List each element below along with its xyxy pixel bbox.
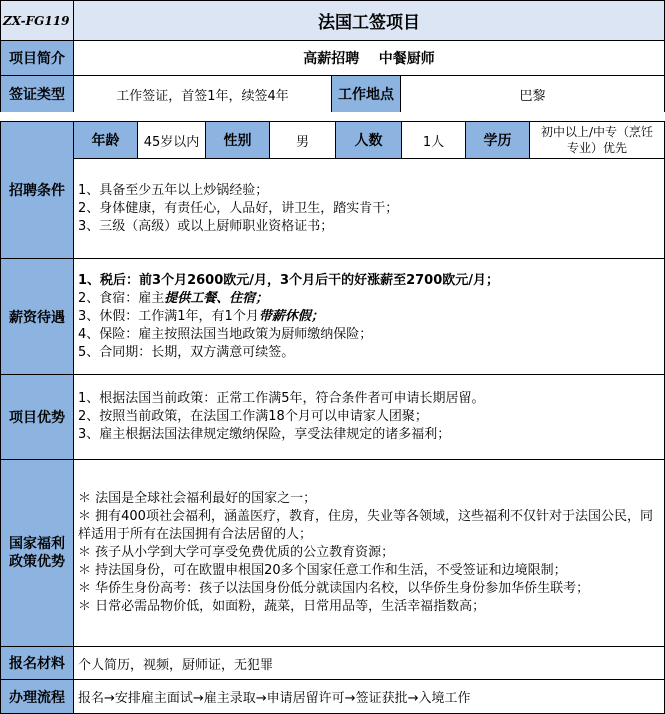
list-item: 2、食宿：雇主提供工餐、住宿； xyxy=(78,290,269,306)
headcount-value: 1人 xyxy=(401,121,466,159)
list-item: 5、合同期：长期，双方满意可续签。 xyxy=(78,344,295,360)
salary-label: 薪资待遇 xyxy=(0,258,74,375)
list-item: 1、税后：前3个月2600欧元/月，3个月后干的好涨薪至2700欧元/月； xyxy=(78,272,499,288)
list-item: ＊ 孩子从小学到大学可享受免费优质的公立教育资源； xyxy=(78,545,395,560)
process-label: 办理流程 xyxy=(0,679,74,714)
list-item: 1、根据法国当前政策：正常工作满5年，符合条件者可申请长期居留。 xyxy=(78,391,485,406)
list-item: ＊ 拥有400项社会福利，涵盖医疗，教育，住房，失业等各领域，这些福利不仅针对于法国公民，同样适用于所有在法国拥有合法居留的人； xyxy=(78,509,653,542)
list-item: 3、休假：工作满1年，有1个月带薪休假； xyxy=(78,308,324,324)
recruit-conditions-label: 招聘条件 xyxy=(0,121,74,259)
headcount-label: 人数 xyxy=(335,121,402,159)
list-item: ＊ 持法国身份，可在欧盟申根国20多个国家任意工作和生活，不受签证和边境限制； xyxy=(78,563,567,578)
visa-type-value: 工作签证，首签1年，续签4年 xyxy=(73,75,332,113)
advantages-label: 项目优势 xyxy=(0,374,74,460)
list-item: 3、三级（高级）或以上厨师职业资格证书； xyxy=(78,218,334,234)
salary-list xyxy=(73,258,665,375)
gender-label: 性别 xyxy=(205,121,270,159)
list-item: 2、按照当前政策，在法国工作满18个月可以申请家人团聚； xyxy=(78,409,428,424)
welfare-list xyxy=(73,459,665,647)
education-label: 学历 xyxy=(465,121,530,159)
list-item: ＊ 日常必需品物价低，如面粉，蔬菜，日常用品等，生活幸福指数高； xyxy=(78,599,486,614)
list-item: 1、具备至少五年以上炒锅经验； xyxy=(78,182,269,198)
work-location-value: 巴黎 xyxy=(400,75,665,113)
project-code: ZX-FG119 xyxy=(0,0,74,41)
age-value: 45岁以内 xyxy=(137,121,206,159)
list-item: 4、保险：雇主按照法国当地政策为厨师缴纳保险； xyxy=(78,326,373,342)
list-item: ＊ 法国是全球社会福利最好的国家之一； xyxy=(78,491,317,506)
education-value: 初中以上/中专（烹饪 专业）优先 xyxy=(529,121,665,159)
welfare-label: 国家福利 政策优势 xyxy=(0,459,74,647)
intro-value: 高薪招聘 中餐厨师 xyxy=(73,40,665,76)
age-label: 年龄 xyxy=(73,121,138,159)
advantages-list xyxy=(73,374,665,460)
page-title: 法国工签项目 xyxy=(73,0,665,41)
visa-type-label: 签证类型 xyxy=(0,75,74,113)
materials-value: 个人简历，视频，厨师证，无犯罪 xyxy=(73,646,665,680)
work-location-label: 工作地点 xyxy=(331,75,401,113)
conditions-list xyxy=(73,158,665,259)
gender-value: 男 xyxy=(269,121,336,159)
materials-label: 报名材料 xyxy=(0,646,74,680)
list-item: ＊ 华侨生身份高考：孩子以法国身份低分就读国内名校，以华侨生身份参加华侨生联考； xyxy=(78,581,590,596)
process-value: 报名→安排雇主面试→雇主录取→申请居留许可→签证获批→入境工作 xyxy=(73,679,665,714)
list-item: 2、身体健康，有责任心，人品好，讲卫生，踏实肯干； xyxy=(78,200,399,216)
list-item: 3、雇主根据法国法律规定缴纳保险，享受法律规定的诸多福利； xyxy=(78,427,451,442)
intro-label: 项目简介 xyxy=(0,40,74,76)
